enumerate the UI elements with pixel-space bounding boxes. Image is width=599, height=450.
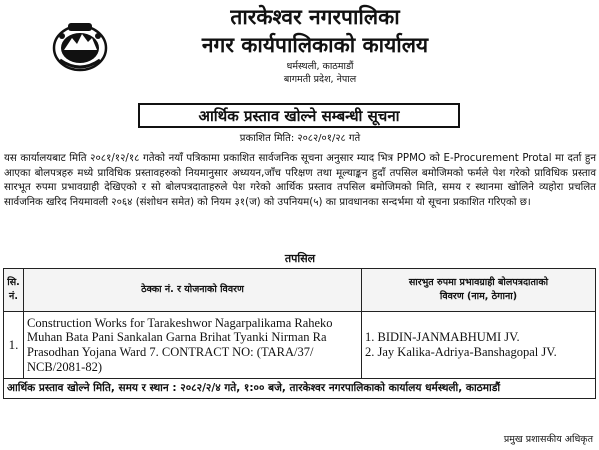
serial-number-header	[4, 269, 24, 312]
bidder-header-line-1: सारभुत रुपमा प्रभावग्राही बोलपत्रदाताको	[408, 277, 549, 288]
row-bidders	[362, 312, 596, 379]
bid-details-table	[3, 268, 596, 399]
table-row	[4, 312, 596, 379]
published-date: प्रकाशित मिति: २०८२/०१/२८ गते	[239, 133, 361, 144]
table-header-row	[4, 269, 596, 312]
opening-info: आर्थिक प्रस्ताव खोल्ने मिति, समय र स्थान : २०८२/२/४ गते, १:०० बजे, तारकेश्वर नगरपालिकाको कार्यालय धर्मस्थली, काठमाडौं	[4, 379, 596, 399]
description-header: ठेक्का नं. र योजनाको विवरण	[24, 269, 362, 312]
table-heading: तपसिल	[284, 252, 316, 265]
bidder-item: 1. BIDIN-JANMABHUMI JV.	[365, 330, 520, 344]
row-serial-number: 1.	[4, 312, 24, 379]
office-name: नगर कार्यपालिकाको कार्यालय	[201, 33, 429, 57]
bidder-item: 2. Jay Kalika-Adriya-Banshagopal JV.	[365, 345, 557, 359]
address-line-2: बागमती प्रदेश, नेपाल	[283, 74, 357, 85]
serial-number-header-line-2: नं.	[9, 291, 18, 302]
opening-info-row	[4, 379, 596, 399]
notice-title: आर्थिक प्रस्ताव खोल्ने सम्बन्धी सूचना	[138, 103, 460, 128]
serial-number-header-line-1: सि.	[7, 277, 20, 288]
municipality-name: तारकेश्वर नगरपालिका	[230, 5, 400, 29]
government-emblem-icon	[50, 20, 110, 74]
signatory-title: प्रमुख प्रशासकीय अधिकृत	[503, 434, 593, 445]
bidder-header	[362, 269, 596, 312]
address-line-1: धर्मस्थली, काठमाडौं	[286, 61, 354, 72]
row-description: Construction Works for Tarakeshwor Nagarpalikama Raheko Muhan Bata Pani Sankalan Garna Brihat Tyanki Nirman Ra Prasodhan Yojana Ward 7. CONTRACT NO: (TARA/37/ NCB/2081-82)	[24, 312, 362, 379]
bidder-header-line-2: विवरण (नाम, ठेगाना)	[439, 291, 518, 302]
notice-body: यस कार्यालयबाट मिति २०८१/१२/१८ गतेको नयाँ पत्रिकामा प्रकाशित सार्वजनिक सूचना अनुसार म्याद भित्र PPMO को E-Procurement Protal मा दर्ता हुन आएका बोलपत्रहरु मध्ये प्राविधिक प्रस्तावहरुको नियमानुसार अध्ययन,जाँच परिक्षण तथा मूल्याङ्कन हुदाँ तपसिल बमोजिमको फर्मले पेश गरेको प्राविधिक प्रस्ताव सारभूत रुपमा प्रभावग्राही देखिएको र सो बोलपत्रदाताहरुले पेश गरेको आर्थिक प्रस्ताव तपसिल बमोजिमको मिति, समय र स्थानमा खोलिने व्यहोरा प्रचलित सार्वजनिक खरिद नियमावली २०६४ (संशोधन समेत) को नियम ३१(ज) को उपनियम(५) का प्रावधानका सन्दर्भमा यो सूचना प्रकाशित गरिएको छ।	[4, 153, 596, 208]
